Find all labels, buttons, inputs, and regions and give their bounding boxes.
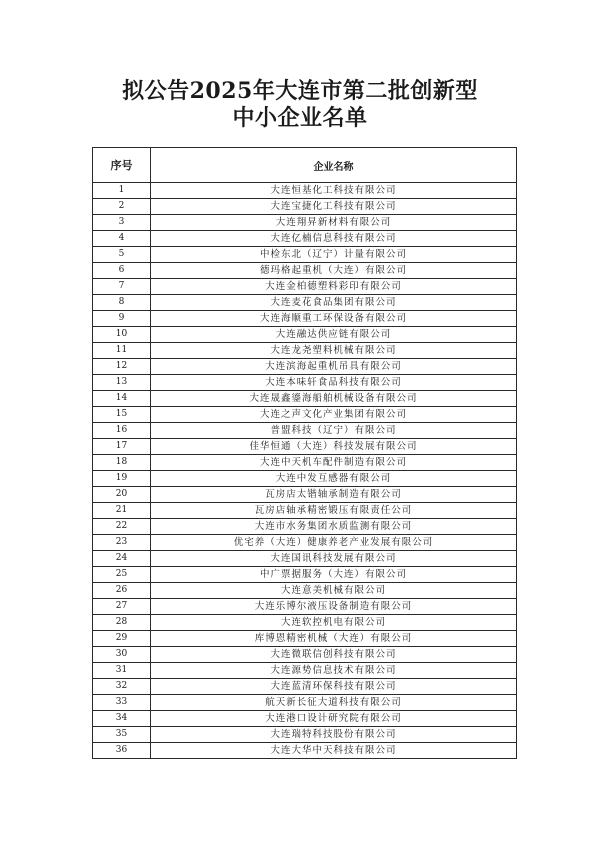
table-row xyxy=(93,423,517,439)
row-company-name: 大连海顺重工环保设备有限公司 xyxy=(151,311,517,327)
row-company-name: 大连中天机车配件制造有限公司 xyxy=(151,455,517,471)
row-index: 11 xyxy=(93,343,151,359)
row-company-name: 大连中发互感器有限公司 xyxy=(151,471,517,487)
row-index: 5 xyxy=(93,247,151,263)
row-company-name: 大连乐博尔液压设备制造有限公司 xyxy=(151,599,517,615)
row-index: 24 xyxy=(93,551,151,567)
row-index: 31 xyxy=(93,663,151,679)
row-index: 7 xyxy=(93,279,151,295)
row-index: 4 xyxy=(93,231,151,247)
row-company-name: 大连恒基化工科技有限公司 xyxy=(151,183,517,199)
table-row xyxy=(93,727,517,743)
row-index: 15 xyxy=(93,407,151,423)
row-index: 21 xyxy=(93,503,151,519)
row-index: 32 xyxy=(93,679,151,695)
row-company-name: 大连龙尧塑料机械有限公司 xyxy=(151,343,517,359)
row-index: 8 xyxy=(93,295,151,311)
row-index: 20 xyxy=(93,487,151,503)
table-row xyxy=(93,295,517,311)
row-company-name: 大连之声文化产业集团有限公司 xyxy=(151,407,517,423)
company-list-table xyxy=(92,147,517,759)
table-row xyxy=(93,279,517,295)
table-row xyxy=(93,327,517,343)
row-index: 13 xyxy=(93,375,151,391)
table-row xyxy=(93,183,517,199)
row-company-name: 大连源势信息技术有限公司 xyxy=(151,663,517,679)
table-row xyxy=(93,503,517,519)
row-index: 14 xyxy=(93,391,151,407)
table-row xyxy=(93,311,517,327)
header-index: 序号 xyxy=(93,148,151,183)
table-row xyxy=(93,615,517,631)
row-company-name: 大连意美机械有限公司 xyxy=(151,583,517,599)
row-index: 35 xyxy=(93,727,151,743)
table-row xyxy=(93,487,517,503)
row-company-name: 大连港口设计研究院有限公司 xyxy=(151,711,517,727)
row-company-name: 大连软控机电有限公司 xyxy=(151,615,517,631)
row-index: 30 xyxy=(93,647,151,663)
row-company-name: 航天新长征大道科技有限公司 xyxy=(151,695,517,711)
row-company-name: 大连晟鑫鎏海船舶机械设备有限公司 xyxy=(151,391,517,407)
row-index: 10 xyxy=(93,327,151,343)
table-row xyxy=(93,695,517,711)
table-row xyxy=(93,519,517,535)
row-index: 29 xyxy=(93,631,151,647)
row-company-name: 大连融达供应链有限公司 xyxy=(151,327,517,343)
row-index: 3 xyxy=(93,215,151,231)
table-row xyxy=(93,247,517,263)
table-row xyxy=(93,711,517,727)
table-row xyxy=(93,599,517,615)
table-row xyxy=(93,679,517,695)
table-row xyxy=(93,551,517,567)
table-row xyxy=(93,647,517,663)
table-row xyxy=(93,743,517,759)
row-company-name: 大连市水务集团水质监测有限公司 xyxy=(151,519,517,535)
row-index: 12 xyxy=(93,359,151,375)
row-index: 18 xyxy=(93,455,151,471)
row-index: 33 xyxy=(93,695,151,711)
table-row xyxy=(93,471,517,487)
table-row xyxy=(93,439,517,455)
table-row xyxy=(93,343,517,359)
row-company-name: 大连瑞特科技股份有限公司 xyxy=(151,727,517,743)
table-row xyxy=(93,663,517,679)
row-company-name: 库博恩精密机械（大连）有限公司 xyxy=(151,631,517,647)
row-company-name: 佳华恒通（大连）科技发展有限公司 xyxy=(151,439,517,455)
row-index: 34 xyxy=(93,711,151,727)
table-row xyxy=(93,455,517,471)
table-row xyxy=(93,263,517,279)
table-body xyxy=(93,183,517,759)
row-index: 22 xyxy=(93,519,151,535)
row-index: 2 xyxy=(93,199,151,215)
table-row xyxy=(93,215,517,231)
table-row xyxy=(93,535,517,551)
row-company-name: 瓦房店太锴轴承制造有限公司 xyxy=(151,487,517,503)
row-index: 27 xyxy=(93,599,151,615)
row-company-name: 大连麦花食品集团有限公司 xyxy=(151,295,517,311)
table-row xyxy=(93,375,517,391)
table-row xyxy=(93,407,517,423)
row-company-name: 优宅养（大连）健康养老产业发展有限公司 xyxy=(151,535,517,551)
row-company-name: 大连滨海起重机吊具有限公司 xyxy=(151,359,517,375)
row-company-name: 大连大华中天科技有限公司 xyxy=(151,743,517,759)
row-index: 9 xyxy=(93,311,151,327)
row-company-name: 大连蓝清环保科技有限公司 xyxy=(151,679,517,695)
row-company-name: 大连本味轩食品科技有限公司 xyxy=(151,375,517,391)
table-row xyxy=(93,231,517,247)
row-company-name: 中广票据服务（大连）有限公司 xyxy=(151,567,517,583)
table-header-row xyxy=(93,148,517,183)
row-company-name: 大连国讯科技发展有限公司 xyxy=(151,551,517,567)
row-company-name: 中检东北（辽宁）计量有限公司 xyxy=(151,247,517,263)
row-company-name: 大连亿楠信息科技有限公司 xyxy=(151,231,517,247)
row-company-name: 大连微联信创科技有限公司 xyxy=(151,647,517,663)
row-index: 23 xyxy=(93,535,151,551)
row-index: 28 xyxy=(93,615,151,631)
table-row xyxy=(93,199,517,215)
row-company-name: 德玛格起重机（大连）有限公司 xyxy=(151,263,517,279)
row-company-name: 大连翔昇新材料有限公司 xyxy=(151,215,517,231)
row-index: 16 xyxy=(93,423,151,439)
row-index: 36 xyxy=(93,743,151,759)
table-row xyxy=(93,631,517,647)
row-index: 1 xyxy=(93,183,151,199)
row-company-name: 大连宝捷化工科技有限公司 xyxy=(151,199,517,215)
row-index: 17 xyxy=(93,439,151,455)
row-company-name: 瓦房店轴承精密锻压有限责任公司 xyxy=(151,503,517,519)
page-title-line-2: 中小企业名单 xyxy=(232,105,368,131)
header-company-name: 企业名称 xyxy=(151,148,517,183)
row-company-name: 大连金柏德塑料彩印有限公司 xyxy=(151,279,517,295)
table-row xyxy=(93,391,517,407)
table-row xyxy=(93,359,517,375)
row-index: 6 xyxy=(93,263,151,279)
row-company-name: 普盟科技（辽宁）有限公司 xyxy=(151,423,517,439)
row-index: 26 xyxy=(93,583,151,599)
table-row xyxy=(93,583,517,599)
row-index: 19 xyxy=(93,471,151,487)
row-index: 25 xyxy=(93,567,151,583)
table-row xyxy=(93,567,517,583)
page-title-line-1: 拟公告2025年大连市第二批创新型 xyxy=(122,78,478,104)
